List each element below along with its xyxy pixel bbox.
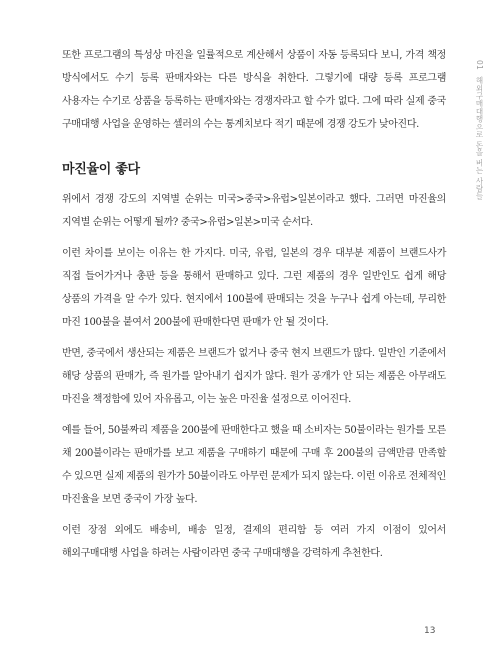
paragraph-pricing-method: 또한 프로그램의 특성상 마진을 일률적으로 계산해서 상품이 자동 등록되다 보니, 가격 책정 방식에서도 수기 등록 판매자와는 다른 방식을 취한다. 그렇기에 대량 등록 프로그램 사용자는 수기로 상품을 등록하는 판매자와는 경쟁자라고 할 수가 없다. 그에 따라 실제 중국 구매대행 사업을 운영하는 셀러의 수는 통계치보다 적기 때문에 경쟁 강도가 낮아진다. <box>62 50 446 130</box>
body-text <box>62 44 446 565</box>
running-header <box>471 60 485 320</box>
page-number: 13 <box>424 626 436 636</box>
chapter-title: 해외구매대행으로 돈을 버는 사람들 <box>475 76 484 200</box>
paragraph-margin-example: 예를 들어, 50불짜리 제품을 200불에 판매한다고 했을 때 소비자는 50불이라는 원가를 모른 채 200불이라는 판매가를 보고 제품을 구매하기 때문에 구매 후 200불의 금액만큼 만족할 수 있으면 실제 제품의 원가가 50불이라도 아무런 문제가 되지 않는다. 이런 이유로 전체적인 마진율을 보면 중국이 가장 높다. <box>62 425 446 505</box>
section-heading: 마진율이 좋다 <box>62 162 140 177</box>
paragraph-recommendation: 이런 장점 외에도 배송비, 배송 일정, 결제의 편리함 등 여러 가지 이점이 있어서 해외구매대행 사업을 하려는 사람이라면 중국 구매대행을 강력하게 추천한다. <box>62 525 446 559</box>
paragraph-regional-ranking: 위에서 경쟁 강도의 지역별 순위는 미국>중국>유럽>일본이라고 했다. 그러면 마진율의 지역별 순위는 어떻게 될까? 중국>유럽>일본>미국 순서다. <box>62 194 446 228</box>
paragraph-china-brands: 반면, 중국에서 생산되는 제품은 브랜드가 없거나 중국 현지 브랜드가 많다. 일반인 기준에서 해당 상품의 판매가, 즉 원가를 알아내기 쉽지가 않다. 원가 공개가 안 되는 제품은 아무래도 마진을 책정함에 있어 자유롭고, 이는 높은 마진율 설정으로 이어진다. <box>62 348 446 405</box>
chapter-number: 01 <box>475 60 484 70</box>
paragraph-price-transparency: 이런 차이를 보이는 이유는 한 가지다. 미국, 유럽, 일본의 경우 대부분 제품이 브랜드사가 직접 들어가거나 총판 등을 통해서 판매하고 있다. 그런 제품의 경우 일반인도 쉽게 해당 상품의 가격을 알 수가 있다. 현지에서 100불에 판매되는 것을 누구나 쉽게 아는데, 무리한 마진 100불을 붙여서 200불에 판매한다면 판매가 안 될 것이다. <box>62 248 446 328</box>
